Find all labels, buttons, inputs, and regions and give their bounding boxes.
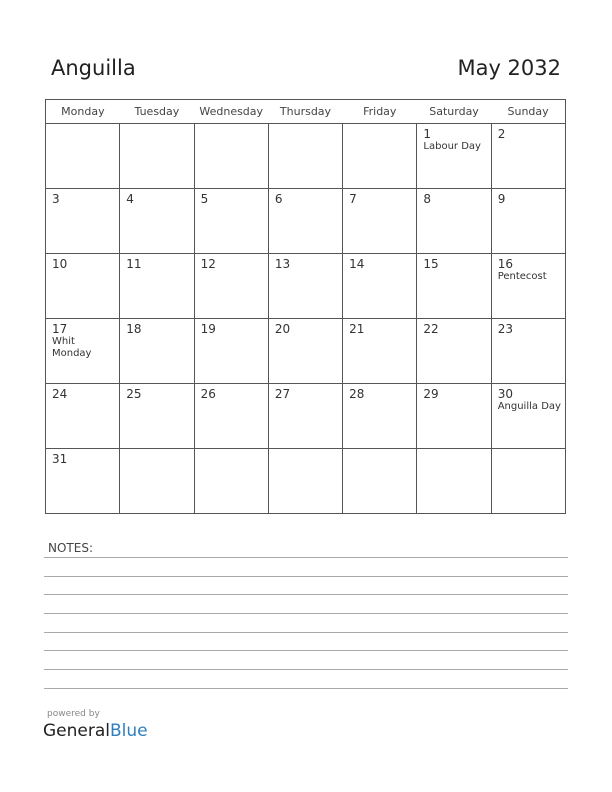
day-cell bbox=[268, 254, 342, 319]
day-cell bbox=[194, 449, 268, 514]
day-cell bbox=[417, 124, 491, 189]
weekday-header-row bbox=[46, 100, 566, 124]
day-cell bbox=[120, 189, 194, 254]
week-row bbox=[46, 254, 566, 319]
day-cell bbox=[268, 319, 342, 384]
day-cell bbox=[491, 254, 565, 319]
day-cell bbox=[120, 319, 194, 384]
generalblue-logo bbox=[43, 721, 148, 741]
week-row bbox=[46, 124, 566, 189]
holiday-label: Labour Day bbox=[423, 141, 481, 152]
day-number: 25 bbox=[126, 387, 142, 401]
day-cell bbox=[343, 319, 417, 384]
logo-text-general: General bbox=[43, 721, 110, 741]
day-number: 1 bbox=[423, 127, 432, 141]
day-number: 20 bbox=[274, 322, 291, 336]
notes-line bbox=[44, 594, 568, 595]
day-number bbox=[343, 124, 416, 127]
day-cell bbox=[417, 189, 491, 254]
day-cell bbox=[417, 449, 491, 514]
day-number bbox=[417, 449, 490, 452]
week-row bbox=[46, 449, 566, 514]
day-cell bbox=[120, 384, 194, 449]
notes-line bbox=[44, 613, 568, 614]
weekday-thursday: Thursday bbox=[268, 100, 342, 124]
day-cell bbox=[491, 124, 565, 189]
day-cell bbox=[46, 124, 120, 189]
day-number: 14 bbox=[349, 257, 365, 271]
day-cell bbox=[120, 124, 194, 189]
day-number: 2 bbox=[497, 127, 506, 141]
day-number: 23 bbox=[497, 322, 513, 336]
week-row bbox=[46, 319, 566, 384]
day-number: 5 bbox=[200, 192, 209, 206]
week-row bbox=[46, 189, 566, 254]
day-cell bbox=[46, 449, 120, 514]
day-number: 19 bbox=[200, 322, 216, 336]
day-number: 22 bbox=[423, 322, 439, 336]
day-number bbox=[120, 124, 193, 127]
day-cell bbox=[268, 384, 342, 449]
day-number: 26 bbox=[200, 387, 216, 401]
day-cell bbox=[194, 124, 268, 189]
day-number bbox=[120, 449, 193, 452]
day-cell bbox=[491, 449, 565, 514]
day-cell bbox=[46, 319, 120, 384]
day-cell bbox=[194, 384, 268, 449]
day-cell bbox=[194, 319, 268, 384]
day-cell bbox=[268, 124, 342, 189]
calendar-country-title: Anguilla bbox=[51, 56, 136, 80]
weekday-saturday: Saturday bbox=[417, 100, 491, 124]
day-number: 27 bbox=[274, 387, 291, 401]
logo-text-blue: Blue bbox=[110, 721, 148, 741]
day-number bbox=[269, 449, 342, 452]
notes-line bbox=[44, 650, 568, 651]
day-cell bbox=[417, 319, 491, 384]
day-number: 7 bbox=[349, 192, 357, 206]
day-number bbox=[492, 449, 565, 452]
day-cell bbox=[417, 254, 491, 319]
day-number: 16 bbox=[497, 257, 513, 271]
day-number: 30 bbox=[497, 387, 513, 401]
day-number: 3 bbox=[52, 192, 60, 206]
day-cell bbox=[343, 189, 417, 254]
notes-line bbox=[44, 632, 568, 633]
day-number bbox=[46, 124, 119, 127]
powered-by-text: powered by bbox=[47, 709, 100, 719]
day-number bbox=[195, 124, 268, 127]
day-cell bbox=[268, 449, 342, 514]
weekday-monday: Monday bbox=[46, 100, 120, 124]
weekday-wednesday: Wednesday bbox=[194, 100, 268, 124]
day-number: 12 bbox=[200, 257, 216, 271]
day-number: 11 bbox=[126, 257, 142, 271]
notes-line bbox=[44, 576, 568, 577]
day-number: 21 bbox=[349, 322, 365, 336]
day-cell bbox=[491, 189, 565, 254]
day-cell bbox=[46, 254, 120, 319]
day-cell bbox=[491, 319, 565, 384]
day-cell bbox=[120, 254, 194, 319]
day-cell bbox=[46, 189, 120, 254]
day-number bbox=[343, 449, 416, 452]
day-number: 28 bbox=[349, 387, 365, 401]
day-number: 13 bbox=[274, 257, 291, 271]
notes-line bbox=[44, 669, 568, 670]
day-cell bbox=[120, 449, 194, 514]
day-cell bbox=[343, 254, 417, 319]
day-number: 6 bbox=[274, 192, 283, 206]
notes-label: NOTES: bbox=[48, 541, 93, 555]
day-cell bbox=[194, 189, 268, 254]
day-number bbox=[269, 124, 342, 127]
day-number: 18 bbox=[126, 322, 142, 336]
day-number: 31 bbox=[52, 452, 68, 466]
day-number: 15 bbox=[423, 257, 439, 271]
day-cell bbox=[417, 384, 491, 449]
day-cell bbox=[343, 449, 417, 514]
day-number bbox=[195, 449, 268, 452]
weekday-tuesday: Tuesday bbox=[120, 100, 194, 124]
weekday-sunday: Sunday bbox=[491, 100, 565, 124]
calendar-month-title: May 2032 bbox=[457, 56, 561, 80]
notes-line bbox=[44, 557, 568, 558]
week-row bbox=[46, 384, 566, 449]
weekday-friday: Friday bbox=[343, 100, 417, 124]
day-cell bbox=[194, 254, 268, 319]
day-cell bbox=[491, 384, 565, 449]
calendar-grid bbox=[45, 99, 566, 514]
holiday-label: Anguilla Day bbox=[497, 401, 561, 412]
notes-line bbox=[44, 688, 568, 689]
day-number: 29 bbox=[423, 387, 439, 401]
day-number: 8 bbox=[423, 192, 432, 206]
holiday-label: Whit Monday bbox=[52, 336, 92, 359]
day-number: 9 bbox=[497, 192, 506, 206]
day-number: 17 bbox=[52, 322, 68, 336]
holiday-label: Pentecost bbox=[497, 271, 547, 282]
day-number: 24 bbox=[52, 387, 68, 401]
day-number: 4 bbox=[126, 192, 134, 206]
day-cell bbox=[268, 189, 342, 254]
day-number: 10 bbox=[52, 257, 68, 271]
day-cell bbox=[343, 124, 417, 189]
day-cell bbox=[46, 384, 120, 449]
day-cell bbox=[343, 384, 417, 449]
